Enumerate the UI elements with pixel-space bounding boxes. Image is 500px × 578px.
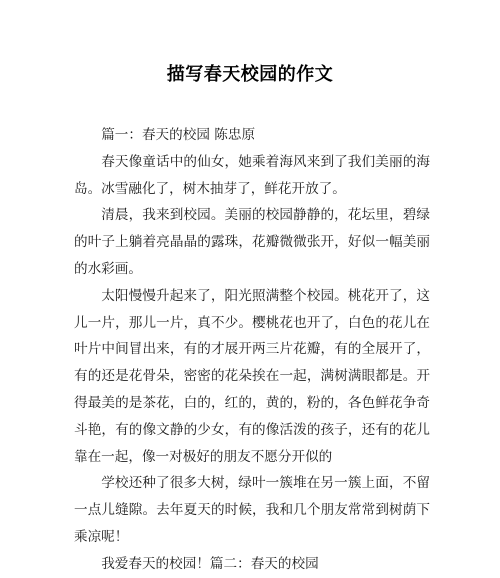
paragraph: 清晨，我来到校园。美丽的校园静静的，花坛里，碧绿的叶子上躺着亮晶晶的露珠，花瓣微微张开，好似一幅美丽的水彩画。 <box>74 207 430 277</box>
paragraph-heading: 篇一：春天的校园 陈忠原 <box>101 127 256 143</box>
document-body <box>74 122 430 578</box>
document-title: 描写春天校园的作文 <box>166 64 334 85</box>
paragraph: 太阳慢慢升起来了，阳光照满整个校园。桃花开了，这儿一片，那儿一片，真不少。樱桃花也开了，白色的花儿在叶片中间冒出来，有的才展开两三片花瓣，有的全展开了，有的还是花骨朵，密密的花朵挨在一起，满树满眼都是。开得最美的是茶花，白的，红的，黄的，粉的，各色鲜花争奇斗艳，有的像文静的少女，有的像活泼的孩子，还有的花儿靠在一起，像一对极好的朋友不愿分开似的 <box>74 287 430 465</box>
paragraph: 春天像童话中的仙女，她乘着海风来到了我们美丽的海岛。冰雪融化了，树木抽芽了，鲜花开放了。 <box>74 153 430 197</box>
paragraph: 我爱春天的校园！篇二：春天的校园 <box>101 555 319 572</box>
paragraph: 学校还种了很多大树，绿叶一簇堆在另一簇上面，不留一点儿缝隙。去年夏天的时候，我和几个朋友常常到树荫下乘凉呢！ <box>74 475 430 545</box>
